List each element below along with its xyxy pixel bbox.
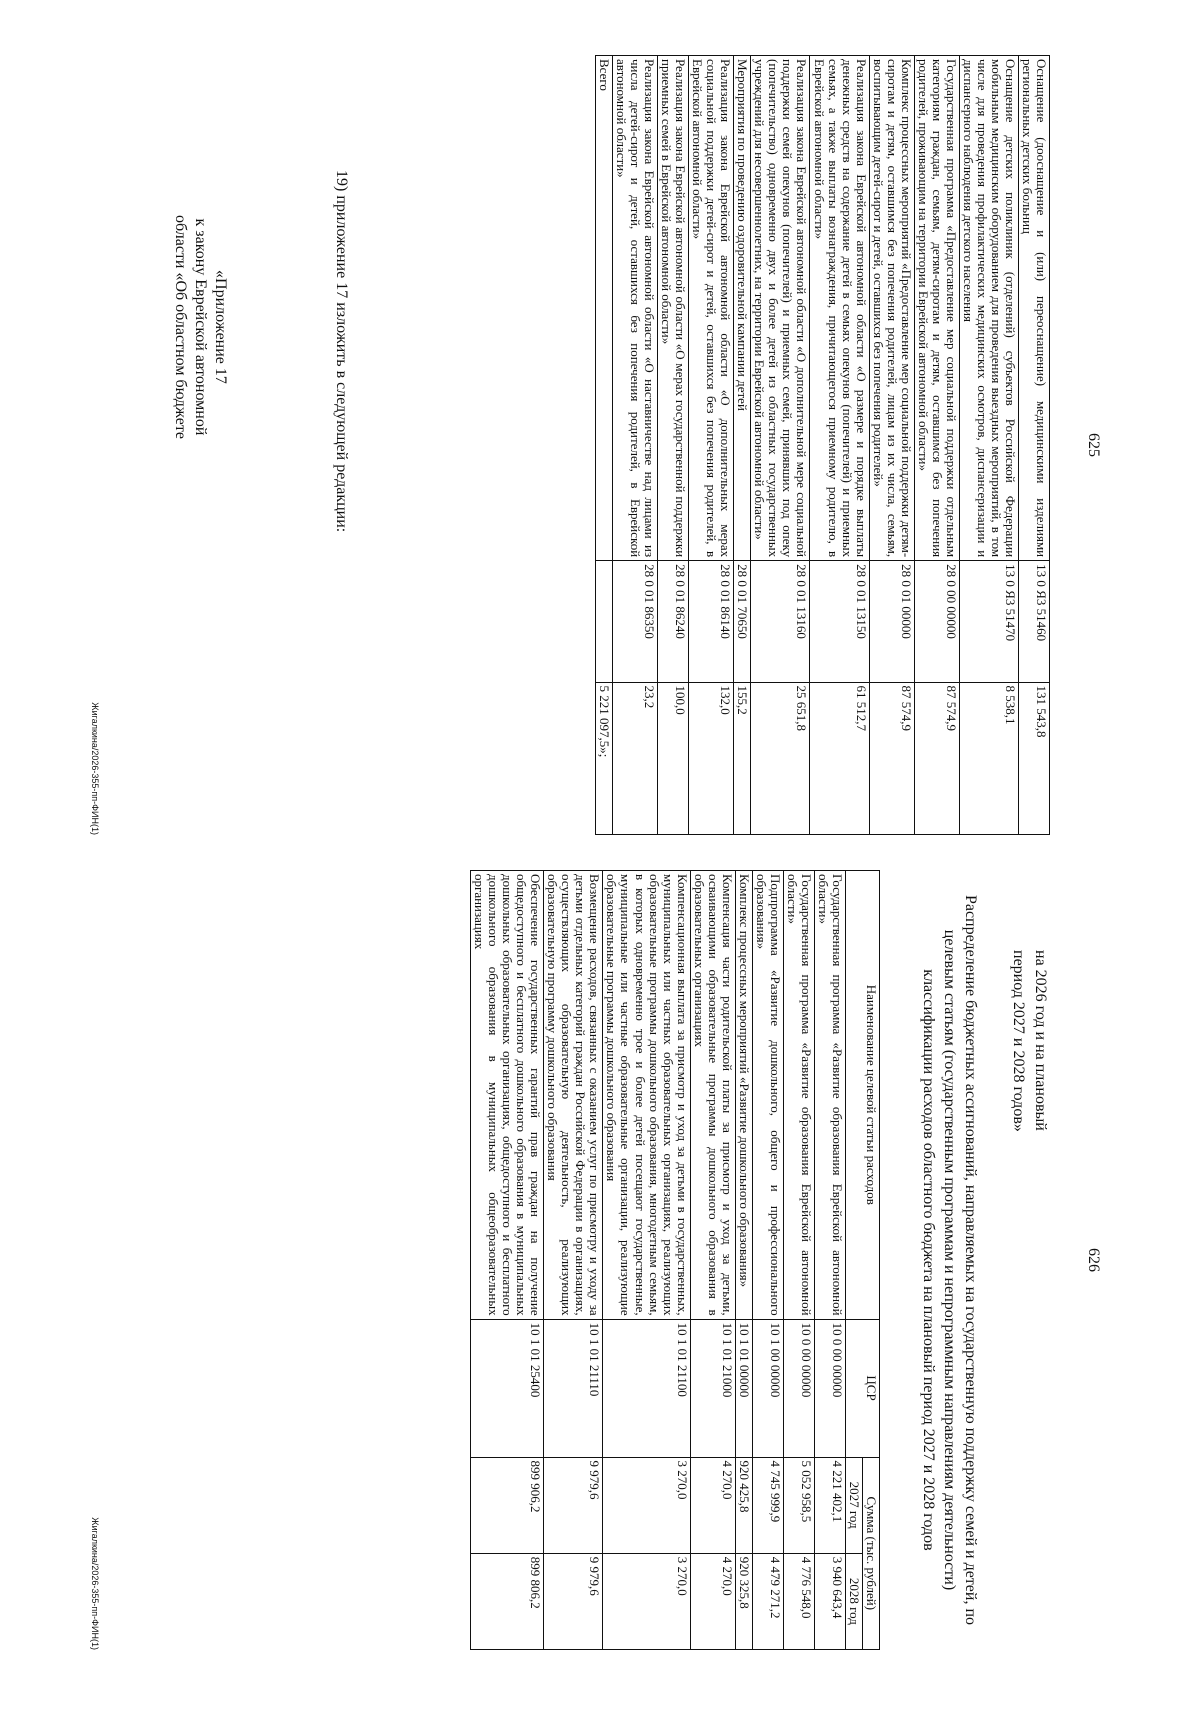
header-2027: 2027 год — [845, 1457, 862, 1553]
row-sum: 61 512,7 — [810, 682, 869, 834]
appendix-header — [170, 215, 230, 439]
table-row — [658, 56, 689, 835]
row-code: 28 0 01 86350 — [613, 561, 658, 682]
row-name: Оснащение детских поликлиник (отделений) субъектов Российской Федерации мобильным медицинским оборудованием для проведения выездных мероприятий, в том числе для проведения профилактических медицинских осмотров, диспансеризации и диспансерного наблюдения детского населения — [959, 56, 1018, 561]
table-row — [544, 871, 603, 1650]
row-name: Комплекс процессных мероприятий «Развитие дошкольного образования» — [735, 871, 752, 1320]
row-name: Компенсация части родительской платы за присмотр и уход за детьми, осваивающими образовательные программы дошкольного образования в образовательных организациях — [690, 871, 735, 1320]
row-code: 10 1 00 00000 — [752, 1319, 783, 1457]
row-name: Реализация закона Еврейской автономной области «О наставничестве над лицами из числа детей-сирот и детей, оставшихся без попечения родителей, в Еврейской автономной области» — [613, 56, 658, 561]
total-row — [596, 56, 613, 835]
row-code: 10 1 01 00000 — [735, 1319, 752, 1457]
header-name: Наименование целевой статьи расходов — [845, 871, 879, 1320]
row-name: Компенсационная выплата за присмотр и уход за детьми в государственных, муниципальных или частных образовательных организациях, реализующих образовательные программы дошкольного образования, многодетным семьям, в которых одновременно трое и более детей посещают государственные, муниципальные или частные образовательные организации, реализующие образовательные программы дошкольного образования — [603, 871, 690, 1320]
row-code: 28 0 01 70650 — [734, 561, 751, 682]
row-sum: 155,2 — [734, 682, 751, 834]
total-code-empty — [596, 561, 613, 682]
table-row — [735, 871, 752, 1650]
row-code: 28 0 01 00000 — [869, 561, 914, 682]
row-2028: 920 325,8 — [735, 1553, 752, 1649]
row-sum: 131 543,8 — [1018, 682, 1049, 834]
row-name: Возмещение расходов, связанных с оказанием услуг по присмотру и уходу за детьми отдельных категорий граждан Российской Федерации в организациях, осуществляющих образовательную деятельность, реализующих образовательную программу дошкольного образования — [544, 871, 603, 1320]
footer-code: Жигалкина/2026-355-пп-ФИН(1) — [90, 702, 100, 835]
budget-table-625 — [595, 55, 1050, 835]
row-sum: 8 538,1 — [959, 682, 1018, 834]
row-code: 28 0 01 86140 — [689, 561, 734, 682]
table-row — [751, 56, 810, 835]
row-code: 13 0 Я3 51470 — [959, 561, 1018, 682]
row-code: 10 1 01 25400 — [471, 1319, 544, 1457]
row-code: 13 0 Я3 51460 — [1018, 561, 1049, 682]
row-name: Оснащение (дооснащение и (или) переоснащение) медицинскими изделиями региональных детских больниц — [1018, 56, 1049, 561]
row-sum: 100,0 — [658, 682, 689, 834]
appendix-line-1: «Приложение 17 — [212, 270, 229, 384]
row-code: 28 0 01 86240 — [658, 561, 689, 682]
row-2028: 3 270,0 — [603, 1553, 690, 1649]
row-name: Государственная программа «Развитие образования Еврейской автономной области» — [783, 871, 814, 1320]
row-2027: 5 052 958,5 — [783, 1457, 814, 1553]
row-name: Мероприятия по проведению оздоровительной кампании детей — [734, 56, 751, 561]
row-2027: 4 745 999,9 — [752, 1457, 783, 1553]
row-name: Реализация закона Еврейской автономной области «О мерах государственной поддержки приемных семей в Еврейской автономной области» — [658, 56, 689, 561]
row-sum: 132,0 — [689, 682, 734, 834]
row-2027: 3 270,0 — [603, 1457, 690, 1553]
page-626 — [70, 870, 1150, 1650]
row-2028: 9 979,6 — [544, 1553, 603, 1649]
table-row — [690, 871, 735, 1650]
row-name: Обеспечение государственных гарантий прав граждан на получение общедоступного и бесплатного дошкольного образования в муниципальных дошкольных образовательных организациях, общедоступного и бесплатного дошкольного образования в муниципальных общеобразовательных организациях — [471, 871, 544, 1320]
row-code: 10 1 01 21000 — [690, 1319, 735, 1457]
rotated-document-spread — [70, 55, 1150, 1655]
row-code: 28 0 01 13160 — [751, 561, 810, 682]
row-2028: 4 270,0 — [690, 1553, 735, 1649]
appendix-continuation-line-1: на 2026 год и на плановый — [1032, 950, 1049, 1131]
row-2028: 4 776 548,0 — [783, 1553, 814, 1649]
footer-code: Жигалкина/2026-355-пп-ФИН(1) — [90, 1517, 100, 1650]
table-row — [869, 56, 914, 835]
table-row — [783, 871, 814, 1650]
row-2027: 899 906,2 — [471, 1457, 544, 1553]
appendix-line-2: к закону Еврейской автономной — [192, 218, 209, 436]
table-row — [471, 871, 544, 1650]
total-label: Всего — [596, 56, 613, 561]
appendix-continuation-line-2: период 2027 и 2028 годов» — [1010, 950, 1027, 1132]
table-row — [1018, 56, 1049, 835]
table-row — [603, 871, 690, 1650]
document-title: Распределение бюджетных ассигнований, направляемых на государственную поддержку семей и детей, по целевым статьям (государственным программам и непрограммным направлениям деятельности) классификации расходов областного бюджета на плановый период 2027 и 2028 годов — [920, 894, 979, 1626]
total-sum: 5 221 097,5»; — [596, 682, 613, 834]
row-sum: 87 574,9 — [914, 682, 959, 834]
row-code: 10 0 00 00000 — [814, 1319, 845, 1457]
header-2028: 2028 год — [845, 1553, 862, 1649]
row-name: Государственная программа «Развитие образования Еврейской автономной области» — [814, 871, 845, 1320]
table-row — [914, 56, 959, 835]
table-row — [810, 56, 869, 835]
amendment-note: 19) приложение 17 изложить в следующей редакции: — [333, 170, 350, 533]
row-name: Реализация закона Еврейской автономной области «О дополнительной мере социальной поддержки семей опекунов (попечителей) и приемных семей, принявших под опеку (попечительство) одновременно двух и более детей из областных государственных учреждений для несовершеннолетних, на территории Еврейской автономной области» — [751, 56, 810, 561]
row-code: 28 0 01 13150 — [810, 561, 869, 682]
row-name: Комплекс процессных мероприятий «Предоставление мер социальной поддержки детям-сиротам и детям, оставшимся без попечения родителей, лицам из их числа, семьям, воспитывающим детей-сирот и детей, оставшихся без попечения родителей» — [869, 56, 914, 561]
row-2028: 899 806,2 — [471, 1553, 544, 1649]
table-row — [752, 871, 783, 1650]
page-number: 625 — [1085, 433, 1102, 457]
row-2028: 3 940 643,4 — [814, 1553, 845, 1649]
row-name: Государственная программа «Предоставление мер социальной поддержки отдельным категориям граждан, семьям, детям-сиротам и детям, оставшимся без попечения родителей, проживающим на территории Еврейской автономной области» — [914, 56, 959, 561]
table-row — [814, 871, 845, 1650]
row-name: Реализация закона Еврейской автономной области «О дополнительных мерах социальной поддержки детей-сирот и детей, оставшихся без попечения родителей, в Еврейской автономной области» — [689, 56, 734, 561]
page-625 — [70, 55, 1150, 835]
table-row — [734, 56, 751, 835]
row-name: Реализация закона Еврейской автономной области «О размере и порядке выплаты денежных средств на содержание детей в семьях опекунов (попечителей) и приемных семьях, а также выплаты вознаграждения, причитающегося приемному родителю, в Еврейской автономной области» — [810, 56, 869, 561]
row-sum: 87 574,9 — [869, 682, 914, 834]
appendix-line-3: области «Об областном бюджете — [172, 215, 189, 439]
table-row — [613, 56, 658, 835]
row-2027: 4 221 402,1 — [814, 1457, 845, 1553]
row-code: 10 1 01 21110 — [544, 1319, 603, 1457]
row-code: 28 0 00 00000 — [914, 561, 959, 682]
table-row — [689, 56, 734, 835]
budget-table-626 — [470, 870, 880, 1650]
header-sum: Сумма (тыс. рублей) — [862, 1457, 879, 1649]
row-2027: 4 270,0 — [690, 1457, 735, 1553]
row-name: Подпрограмма «Развитие дошкольного, общего и профессионального образования» — [752, 871, 783, 1320]
row-2027: 920 425,8 — [735, 1457, 752, 1553]
page-number: 626 — [1085, 1248, 1102, 1272]
table-row — [959, 56, 1018, 835]
row-sum: 25 651,8 — [751, 682, 810, 834]
row-code: 10 0 00 00000 — [783, 1319, 814, 1457]
row-2027: 9 979,6 — [544, 1457, 603, 1553]
row-sum: 23,2 — [613, 682, 658, 834]
row-2028: 4 479 271,2 — [752, 1553, 783, 1649]
row-code: 10 1 01 21100 — [603, 1319, 690, 1457]
header-code: ЦСР — [845, 1319, 879, 1457]
